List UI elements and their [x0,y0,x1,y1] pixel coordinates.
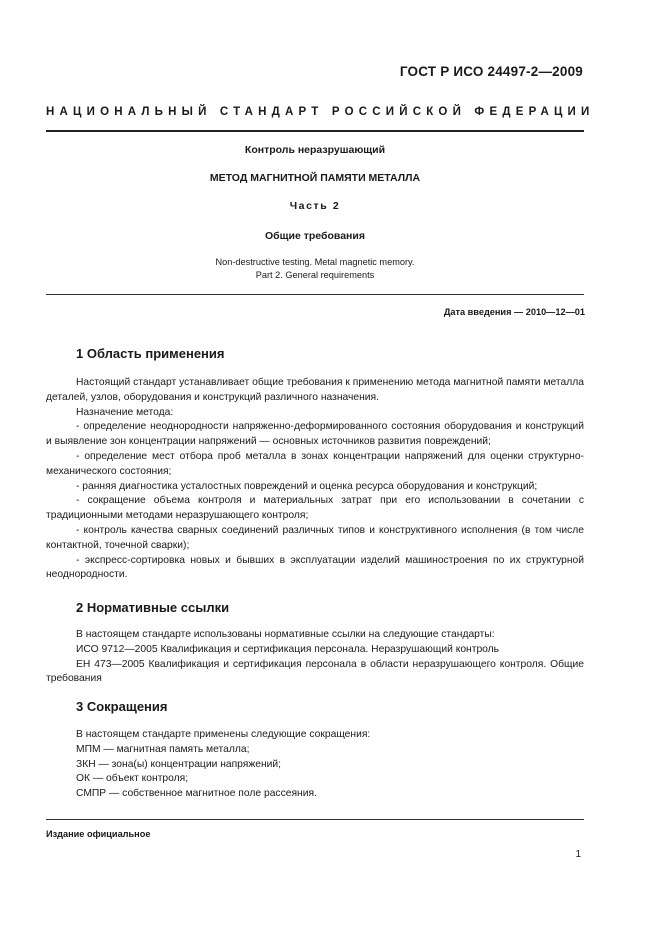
abbreviation-item: МПМ — магнитная память металла; [76,743,250,755]
document-subtitle: Общие требования [265,230,365,242]
section-body-references [46,628,584,687]
section-heading-abbreviations: 3 Сокращения [76,699,168,714]
official-edition-label: Издание официальное [46,829,151,839]
category-title: Контроль неразрушающий [244,144,386,156]
english-title-line-1: Non-destructive testing. Metal magnetic memory. [215,257,415,267]
introduction-date: Дата введения — 2010—12—01 [443,307,585,317]
title-rule [46,294,584,295]
document-code: ГОСТ Р ИСО 24497-2—2009 [399,64,583,79]
section-heading-references: 2 Нормативные ссылки [76,600,230,615]
paragraph: Назначение метода: [76,406,174,418]
list-item: - определение неоднородности напряженно-деформированного состояния оборудования и конструкций и выявление зон концентрации напряжений — основных источников развития повреждений; [46,421,584,448]
page-number: 1 [575,849,581,860]
national-standard-banner: НАЦИОНАЛЬНЫЙ СТАНДАРТ РОССИЙСКОЙ ФЕДЕРАЦИИ [46,106,595,118]
header-rule [46,130,584,132]
paragraph: Настоящий стандарт устанавливает общие требования к применению метода магнитной памяти металла деталей, узлов, оборудования и конструкций различного назначения. [46,377,584,403]
part-label: Часть 2 [289,200,341,212]
list-item: - ранняя диагностика усталостных повреждений и оценка ресурса оборудования и конструкций; [76,480,538,492]
abbreviation-item: СМПР — собственное магнитное поле рассеяния. [76,788,317,800]
reference-item: ЕН 473—2005 Квалификация и сертификация персонала в области неразрушающего контроля. Общие требования [46,658,584,685]
section-heading-scope: 1 Область применения [76,346,225,361]
list-item: - определение мест отбора проб металла в зонах концентрации напряжений для оценки структурно-механического состояния; [46,450,584,477]
footer-rule [46,819,584,820]
section-body-abbreviations [46,728,584,802]
document-title: МЕТОД МАГНИТНОЙ ПАМЯТИ МЕТАЛЛА [209,172,421,184]
paragraph: В настоящем стандарте использованы нормативные ссылки на следующие стандарты: [76,629,495,640]
paragraph: В настоящем стандарте применены следующие сокращения: [76,729,371,740]
abbreviation-item: ЗКН — зона(ы) концентрации напряжений; [76,758,282,770]
abbreviation-item: ОК — объект контроля; [76,773,189,785]
english-title-line-2: Part 2. General requirements [255,270,375,280]
reference-item: ИСО 9712—2005 Квалификация и сертификация персонала. Неразрушающий контроль [76,643,500,655]
list-item: - сокращение объема контроля и материальных затрат при его использовании в сочетании с традиционными методами неразрушающего контроля; [46,495,584,522]
list-item: - экспресс-сортировка новых и бывших в эксплуатации изделий машиностроения по их структурной неоднородности. [46,554,584,581]
section-body-scope [46,376,584,583]
list-item: - контроль качества сварных соединений различных типов и конструктивного исполнения (в том числе контактной, точечной сварки); [46,524,584,551]
